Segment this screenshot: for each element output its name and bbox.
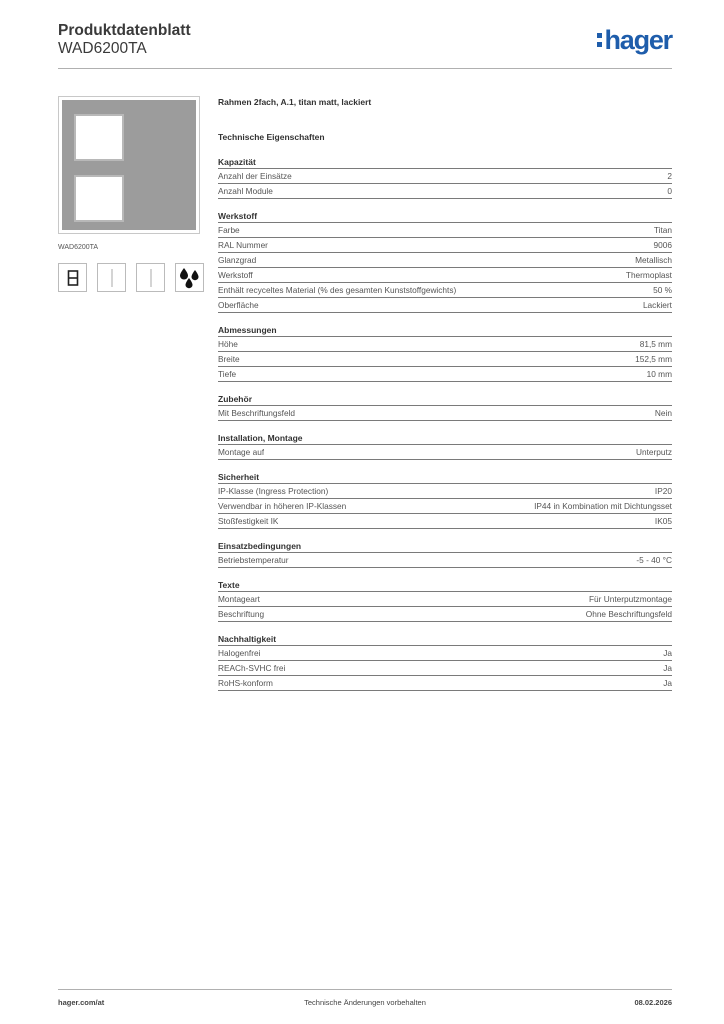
footer-date: 08.02.2026 (634, 998, 672, 1007)
spec-row (218, 253, 672, 268)
spec-label: Stoßfestigkeit IK (218, 516, 279, 526)
spec-value: Lackiert (642, 300, 672, 310)
section-title: Werkstoff (218, 210, 672, 223)
header-divider (58, 68, 672, 69)
spec-value: IK05 (654, 516, 672, 526)
spec-row (218, 367, 672, 382)
spec-label: Halogenfrei (218, 648, 261, 658)
thin-line-icon (136, 263, 165, 292)
spec-value: Metallisch (635, 255, 672, 265)
section-title: Sicherheit (218, 471, 672, 484)
spec-label: Anzahl der Einsätze (218, 171, 292, 181)
logo-text: hager (604, 25, 672, 55)
spec-label: Werkstoff (218, 270, 253, 280)
spec-label: REACh-SVHC frei (218, 663, 286, 673)
footer-divider (58, 989, 672, 990)
spec-row (218, 184, 672, 199)
spec-value: Thermoplast (625, 270, 672, 280)
section-title: Einsatzbedingungen (218, 540, 672, 553)
spec-section (218, 324, 672, 382)
technical-properties-heading: Technische Eigenschaften (218, 132, 325, 142)
spec-section (218, 540, 672, 568)
spec-label: Höhe (218, 339, 238, 349)
spec-row (218, 499, 672, 514)
spec-section (218, 633, 672, 691)
spec-row (218, 268, 672, 283)
spec-section (218, 156, 672, 199)
spec-row (218, 646, 672, 661)
spec-section (218, 210, 672, 313)
spec-row (218, 607, 672, 622)
spec-row (218, 298, 672, 313)
spec-value: Titan (653, 225, 672, 235)
spec-value: 0 (667, 186, 672, 196)
feature-icons (58, 263, 204, 292)
section-title: Texte (218, 579, 672, 592)
spec-row (218, 514, 672, 529)
section-title: Nachhaltigkeit (218, 633, 672, 646)
spec-value: 10 mm (646, 369, 672, 379)
spec-label: RAL Nummer (218, 240, 268, 250)
spec-section (218, 471, 672, 529)
spec-value: 81,5 mm (639, 339, 672, 349)
thin-line-icon (97, 263, 126, 292)
logo-colon-icon (597, 33, 602, 47)
spec-label: Anzahl Module (218, 186, 273, 196)
spec-label: Breite (218, 354, 240, 364)
spec-row (218, 676, 672, 691)
spec-row (218, 484, 672, 499)
spec-label: RoHS-konform (218, 678, 273, 688)
spec-label: Tiefe (218, 369, 237, 379)
section-title: Installation, Montage (218, 432, 672, 445)
frame-opening-bottom (74, 175, 124, 222)
spec-row (218, 337, 672, 352)
hager-logo (597, 26, 672, 54)
spec-row (218, 352, 672, 367)
spec-label: Betriebstemperatur (218, 555, 289, 565)
spec-value: Für Unterputzmontage (588, 594, 672, 604)
spec-row (218, 592, 672, 607)
spec-row (218, 223, 672, 238)
water-drops-icon (175, 263, 204, 292)
section-title: Kapazität (218, 156, 672, 169)
spec-value: Ja (663, 663, 672, 673)
spec-value: IP20 (654, 486, 672, 496)
spec-row (218, 661, 672, 676)
spec-section (218, 432, 672, 460)
frame-opening-top (74, 114, 124, 161)
spec-label: Farbe (218, 225, 240, 235)
footer-notice: Technische Änderungen vorbehalten (304, 998, 426, 1007)
document-title: Produktdatenblatt (58, 22, 191, 39)
frame-plate (62, 100, 196, 230)
spec-value: 9006 (653, 240, 672, 250)
spec-label: Mit Beschriftungsfeld (218, 408, 296, 418)
spec-value: IP44 in Kombination mit Dichtungsset (534, 501, 672, 511)
spec-row (218, 445, 672, 460)
spec-value: 152,5 mm (635, 354, 672, 364)
section-title: Abmessungen (218, 324, 672, 337)
spec-value: Ja (663, 678, 672, 688)
footer-website: hager.com/at (58, 998, 105, 1007)
image-caption: WAD6200TA (58, 244, 99, 251)
product-description: Rahmen 2fach, A.1, titan matt, lackiert (218, 97, 372, 107)
spec-label: IP-Klasse (Ingress Protection) (218, 486, 329, 496)
spec-section (218, 393, 672, 421)
spec-value: 2 (667, 171, 672, 181)
product-number: WAD6200TA (58, 40, 147, 57)
spec-sections (218, 156, 672, 691)
spec-label: Beschriftung (218, 609, 265, 619)
section-title: Zubehör (218, 393, 672, 406)
spec-value: Ja (663, 648, 672, 658)
one-gang-symbol-icon (58, 263, 87, 292)
spec-row (218, 169, 672, 184)
spec-row (218, 406, 672, 421)
page-header (58, 22, 672, 58)
spec-label: Glanzgrad (218, 255, 257, 265)
spec-label: Montageart (218, 594, 260, 604)
spec-row (218, 283, 672, 298)
spec-value: Nein (654, 408, 672, 418)
spec-value: -5 - 40 °C (636, 555, 672, 565)
spec-label: Enthält recyceltes Material (% des gesamten Kunststoffgewichts) (218, 285, 457, 295)
spec-value: 50 % (653, 285, 672, 295)
product-image (58, 96, 200, 234)
specification-area (218, 96, 672, 702)
spec-value: Unterputz (636, 447, 672, 457)
spec-row (218, 553, 672, 568)
spec-value: Ohne Beschriftungsfeld (585, 609, 672, 619)
spec-label: Verwendbar in höheren IP-Klassen (218, 501, 347, 511)
spec-section (218, 579, 672, 622)
spec-label: Montage auf (218, 447, 265, 457)
spec-label: Oberfläche (218, 300, 259, 310)
spec-row (218, 238, 672, 253)
